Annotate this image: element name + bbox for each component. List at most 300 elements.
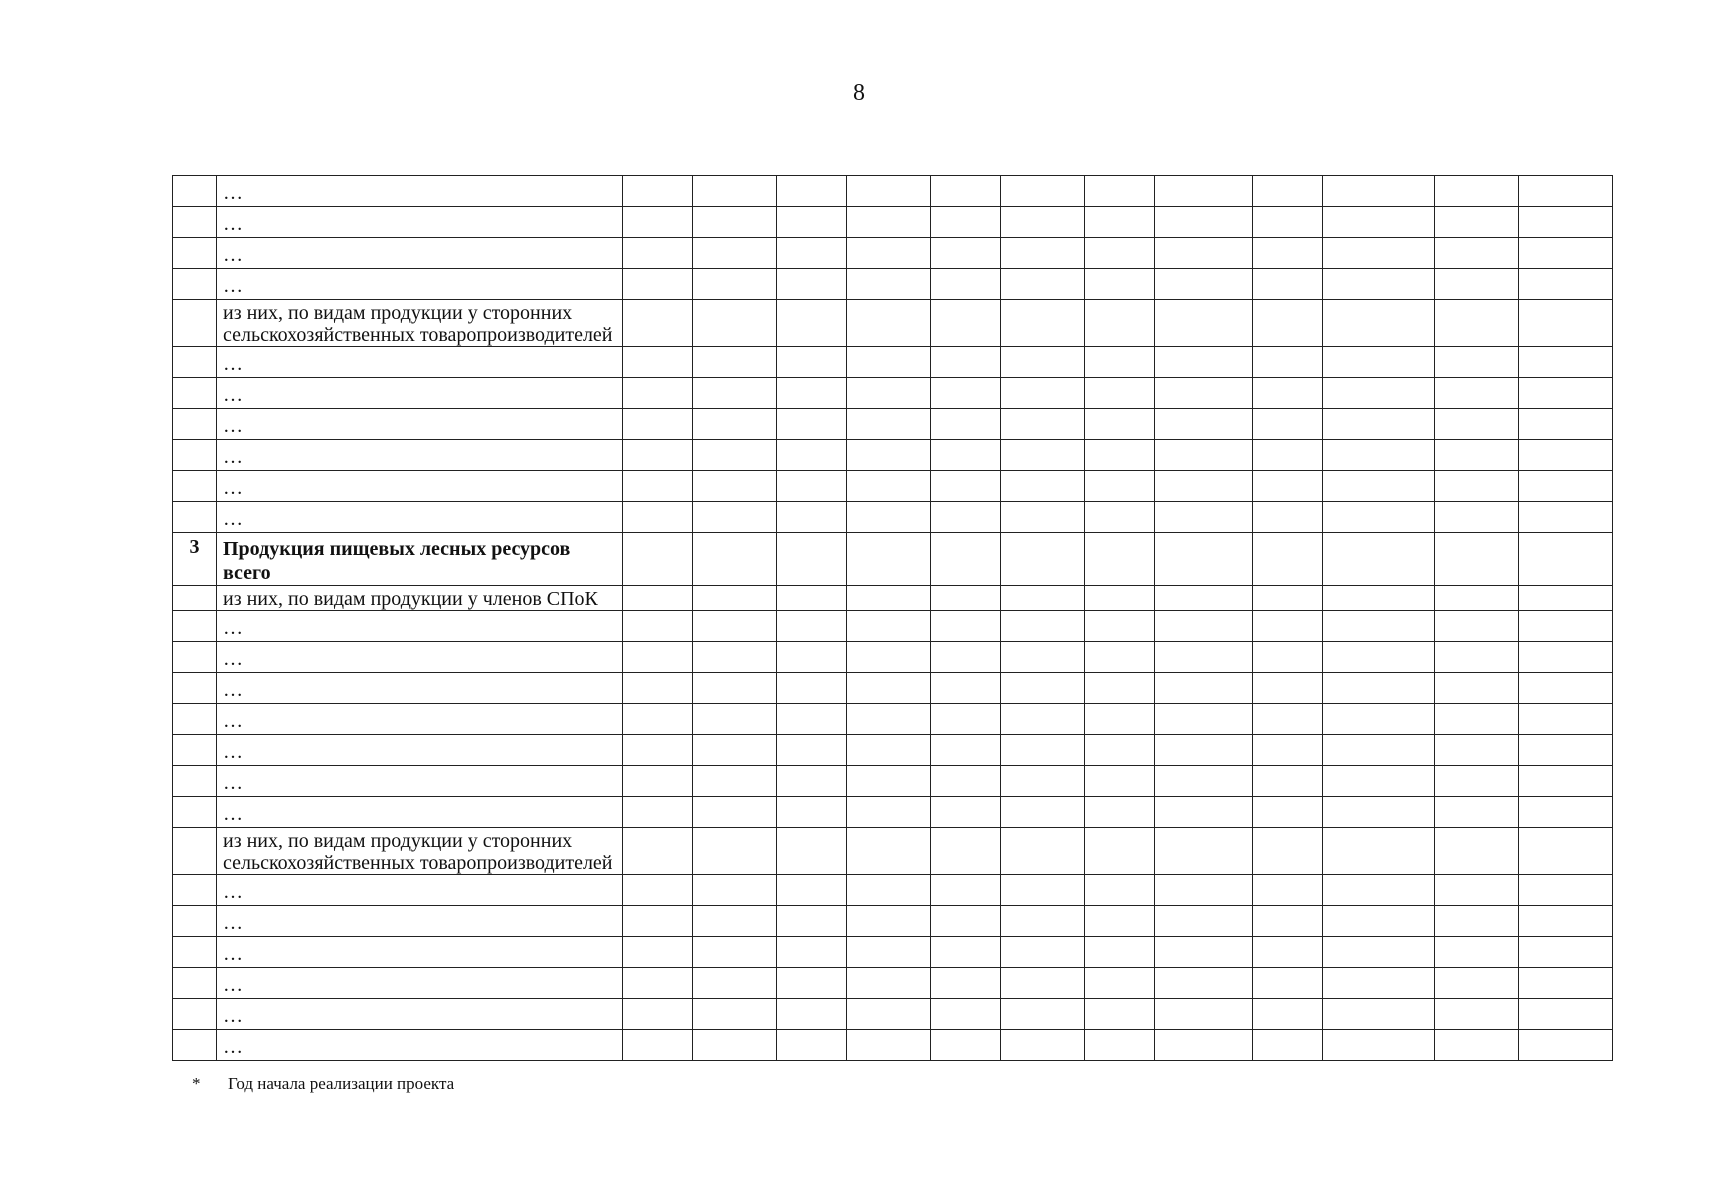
row-number-cell — [173, 735, 217, 766]
table-cell-empty — [1519, 999, 1613, 1030]
table-cell-empty — [1435, 937, 1519, 968]
row-number-cell — [173, 471, 217, 502]
table-cell-empty — [1519, 471, 1613, 502]
table-cell-empty — [1323, 300, 1435, 347]
table-cell-empty — [931, 378, 1001, 409]
table-cell-empty — [1001, 875, 1085, 906]
table-cell-empty — [1001, 502, 1085, 533]
table-cell-empty — [1001, 238, 1085, 269]
table-cell-empty — [1253, 409, 1323, 440]
table-cell-empty — [693, 440, 777, 471]
table-cell-empty — [1435, 533, 1519, 586]
table-cell-empty — [1085, 176, 1155, 207]
table-cell-empty — [847, 409, 931, 440]
table-cell-empty — [1323, 735, 1435, 766]
table-cell-empty — [1253, 586, 1323, 611]
table-cell-empty — [1001, 471, 1085, 502]
table-cell-empty — [931, 471, 1001, 502]
table-cell-empty — [777, 937, 847, 968]
table-cell-empty — [847, 586, 931, 611]
data-table-container — [172, 175, 1613, 1061]
table-cell-empty — [1155, 968, 1253, 999]
row-label-cell: … — [217, 347, 623, 378]
table-cell-empty — [1253, 735, 1323, 766]
table-cell-empty — [1435, 300, 1519, 347]
table-cell-empty — [847, 1030, 931, 1061]
table-cell-empty — [1001, 533, 1085, 586]
table-cell-empty — [1001, 176, 1085, 207]
row-label-cell: … — [217, 906, 623, 937]
table-cell-empty — [1519, 704, 1613, 735]
table-cell-empty — [777, 797, 847, 828]
table-cell-empty — [1001, 378, 1085, 409]
table-cell-empty — [1519, 611, 1613, 642]
table-cell-empty — [1435, 766, 1519, 797]
table-cell-empty — [623, 347, 693, 378]
footnote-text: Год начала реализации проекта — [228, 1074, 455, 1093]
footnote — [192, 1074, 454, 1094]
row-number-cell — [173, 207, 217, 238]
table-cell-empty — [931, 502, 1001, 533]
table-cell-empty — [1155, 766, 1253, 797]
table-cell-empty — [1001, 673, 1085, 704]
table-cell-empty — [777, 269, 847, 300]
row-label-cell: … — [217, 766, 623, 797]
table-cell-empty — [777, 828, 847, 875]
table-cell-empty — [623, 642, 693, 673]
table-cell-empty — [1001, 735, 1085, 766]
table-cell-empty — [623, 937, 693, 968]
row-label-cell: … — [217, 471, 623, 502]
table-cell-empty — [777, 1030, 847, 1061]
row-number-cell — [173, 502, 217, 533]
table-cell-empty — [1435, 440, 1519, 471]
table-cell-empty — [1085, 238, 1155, 269]
table-cell-empty — [1253, 300, 1323, 347]
table-cell-empty — [847, 378, 931, 409]
table-cell-empty — [693, 937, 777, 968]
table-cell-empty — [777, 586, 847, 611]
table-cell-empty — [1155, 999, 1253, 1030]
table-row — [173, 735, 1613, 766]
table-cell-empty — [1519, 502, 1613, 533]
table-row — [173, 471, 1613, 502]
table-cell-empty — [1155, 502, 1253, 533]
table-cell-empty — [1155, 1030, 1253, 1061]
table-cell-empty — [931, 735, 1001, 766]
table-cell-empty — [1435, 176, 1519, 207]
table-cell-empty — [623, 238, 693, 269]
table-cell-empty — [1519, 207, 1613, 238]
table-cell-empty — [847, 999, 931, 1030]
table-cell-empty — [1435, 586, 1519, 611]
table-cell-empty — [1155, 409, 1253, 440]
table-cell-empty — [1085, 586, 1155, 611]
table-cell-empty — [623, 586, 693, 611]
table-cell-empty — [847, 642, 931, 673]
table-cell-empty — [1253, 471, 1323, 502]
table-cell-empty — [693, 471, 777, 502]
table-cell-empty — [1155, 347, 1253, 378]
table-cell-empty — [931, 797, 1001, 828]
table-cell-empty — [847, 937, 931, 968]
table-cell-empty — [1323, 269, 1435, 300]
table-cell-empty — [777, 611, 847, 642]
table-cell-empty — [847, 471, 931, 502]
table-row — [173, 300, 1613, 347]
table-row — [173, 875, 1613, 906]
row-label-cell: … — [217, 673, 623, 704]
table-cell-empty — [693, 409, 777, 440]
row-number-cell — [173, 1030, 217, 1061]
row-number-cell — [173, 378, 217, 409]
table-cell-empty — [931, 347, 1001, 378]
table-cell-empty — [777, 735, 847, 766]
table-cell-empty — [847, 828, 931, 875]
table-cell-empty — [693, 673, 777, 704]
table-cell-empty — [1435, 611, 1519, 642]
table-cell-empty — [1435, 704, 1519, 735]
table-cell-empty — [1155, 269, 1253, 300]
table-row — [173, 409, 1613, 440]
table-cell-empty — [1519, 533, 1613, 586]
row-label-cell: … — [217, 968, 623, 999]
row-number-cell — [173, 766, 217, 797]
table-cell-empty — [847, 207, 931, 238]
table-cell-empty — [1155, 471, 1253, 502]
row-label-cell: … — [217, 409, 623, 440]
table-row — [173, 999, 1613, 1030]
table-cell-empty — [1323, 642, 1435, 673]
table-cell-empty — [1323, 673, 1435, 704]
table-cell-empty — [931, 673, 1001, 704]
row-label-cell: … — [217, 1030, 623, 1061]
table-cell-empty — [1253, 875, 1323, 906]
table-cell-empty — [1001, 704, 1085, 735]
table-cell-empty — [1435, 673, 1519, 704]
row-number-cell — [173, 586, 217, 611]
table-cell-empty — [693, 378, 777, 409]
table-cell-empty — [1519, 409, 1613, 440]
table-cell-empty — [1155, 875, 1253, 906]
table-cell-empty — [1085, 906, 1155, 937]
table-cell-empty — [1155, 238, 1253, 269]
table-cell-empty — [1001, 409, 1085, 440]
table-cell-empty — [1519, 937, 1613, 968]
table-cell-empty — [1519, 347, 1613, 378]
row-label-cell: … — [217, 269, 623, 300]
table-cell-empty — [931, 176, 1001, 207]
table-cell-empty — [1155, 735, 1253, 766]
table-row — [173, 611, 1613, 642]
table-cell-empty — [777, 875, 847, 906]
table-row — [173, 502, 1613, 533]
table-cell-empty — [777, 642, 847, 673]
table-row — [173, 347, 1613, 378]
table-cell-empty — [1155, 440, 1253, 471]
table-cell-empty — [693, 797, 777, 828]
table-cell-empty — [1435, 378, 1519, 409]
row-label-cell: … — [217, 238, 623, 269]
table-cell-empty — [693, 176, 777, 207]
table-cell-empty — [623, 766, 693, 797]
table-cell-empty — [1435, 642, 1519, 673]
table-cell-empty — [1155, 533, 1253, 586]
table-cell-empty — [1253, 704, 1323, 735]
table-cell-empty — [1085, 611, 1155, 642]
table-cell-empty — [931, 875, 1001, 906]
row-number-cell — [173, 238, 217, 269]
row-number-cell — [173, 409, 217, 440]
table-cell-empty — [1253, 968, 1323, 999]
table-cell-empty — [1435, 269, 1519, 300]
table-cell-empty — [1085, 642, 1155, 673]
table-row — [173, 797, 1613, 828]
table-cell-empty — [623, 409, 693, 440]
table-cell-empty — [1519, 968, 1613, 999]
table-cell-empty — [1001, 828, 1085, 875]
table-cell-empty — [1519, 673, 1613, 704]
table-cell-empty — [1519, 176, 1613, 207]
table-cell-empty — [1001, 797, 1085, 828]
table-cell-empty — [1085, 735, 1155, 766]
table-cell-empty — [777, 238, 847, 269]
table-row — [173, 1030, 1613, 1061]
table-cell-empty — [1519, 797, 1613, 828]
table-cell-empty — [1001, 766, 1085, 797]
table-cell-empty — [777, 968, 847, 999]
table-cell-empty — [1323, 766, 1435, 797]
table-cell-empty — [847, 347, 931, 378]
table-cell-empty — [847, 875, 931, 906]
table-cell-empty — [1001, 937, 1085, 968]
table-cell-empty — [693, 238, 777, 269]
table-cell-empty — [1519, 378, 1613, 409]
table-row — [173, 176, 1613, 207]
table-cell-empty — [1001, 999, 1085, 1030]
table-cell-empty — [1085, 409, 1155, 440]
table-cell-empty — [1001, 906, 1085, 937]
table-cell-empty — [623, 875, 693, 906]
table-cell-empty — [623, 471, 693, 502]
row-number-cell — [173, 906, 217, 937]
table-cell-empty — [1085, 968, 1155, 999]
table-cell-empty — [1085, 378, 1155, 409]
table-cell-empty — [693, 533, 777, 586]
table-cell-empty — [1253, 797, 1323, 828]
table-cell-empty — [1155, 828, 1253, 875]
table-cell-empty — [623, 502, 693, 533]
table-cell-empty — [1435, 238, 1519, 269]
table-cell-empty — [847, 766, 931, 797]
table-cell-empty — [777, 704, 847, 735]
row-label-cell: … — [217, 502, 623, 533]
table-cell-empty — [1435, 968, 1519, 999]
table-cell-empty — [623, 968, 693, 999]
row-number-cell — [173, 611, 217, 642]
table-cell-empty — [777, 409, 847, 440]
row-number-cell — [173, 968, 217, 999]
table-cell-empty — [1323, 968, 1435, 999]
table-cell-empty — [847, 797, 931, 828]
table-row — [173, 704, 1613, 735]
table-cell-empty — [1323, 611, 1435, 642]
table-cell-empty — [623, 673, 693, 704]
table-cell-empty — [847, 906, 931, 937]
table-cell-empty — [1085, 766, 1155, 797]
table-cell-empty — [931, 999, 1001, 1030]
table-cell-empty — [1085, 828, 1155, 875]
table-cell-empty — [847, 611, 931, 642]
table-cell-empty — [693, 300, 777, 347]
table-cell-empty — [1323, 176, 1435, 207]
table-cell-empty — [623, 440, 693, 471]
row-number-cell — [173, 673, 217, 704]
table-cell-empty — [931, 586, 1001, 611]
table-cell-empty — [1435, 1030, 1519, 1061]
table-cell-empty — [623, 735, 693, 766]
table-cell-empty — [1001, 300, 1085, 347]
table-cell-empty — [777, 207, 847, 238]
table-cell-empty — [623, 533, 693, 586]
table-cell-empty — [847, 533, 931, 586]
table-cell-empty — [623, 300, 693, 347]
table-cell-empty — [1253, 502, 1323, 533]
table-cell-empty — [1519, 238, 1613, 269]
table-cell-empty — [1435, 207, 1519, 238]
table-cell-empty — [693, 704, 777, 735]
row-number-cell — [173, 347, 217, 378]
table-cell-empty — [931, 300, 1001, 347]
table-cell-empty — [931, 968, 1001, 999]
table-cell-empty — [1519, 766, 1613, 797]
table-cell-empty — [1253, 999, 1323, 1030]
table-cell-empty — [931, 937, 1001, 968]
row-label-cell: Продукция пищевых лесных ресурсов всего — [217, 533, 623, 586]
table-cell-empty — [1519, 828, 1613, 875]
table-cell-empty — [1085, 673, 1155, 704]
table-cell-empty — [693, 999, 777, 1030]
page-number: 8 — [853, 80, 865, 106]
row-label-cell: … — [217, 875, 623, 906]
table-cell-empty — [1001, 968, 1085, 999]
table-cell-empty — [693, 735, 777, 766]
table-cell-empty — [1435, 502, 1519, 533]
table-cell-empty — [847, 269, 931, 300]
table-cell-empty — [777, 471, 847, 502]
table-cell-empty — [693, 642, 777, 673]
table-cell-empty — [931, 704, 1001, 735]
table-cell-empty — [1323, 828, 1435, 875]
table-cell-empty — [1519, 300, 1613, 347]
table-cell-empty — [693, 875, 777, 906]
table-cell-empty — [1323, 937, 1435, 968]
table-row — [173, 586, 1613, 611]
table-cell-empty — [1323, 533, 1435, 586]
table-cell-empty — [777, 502, 847, 533]
table-cell-empty — [623, 828, 693, 875]
table-cell-empty — [1435, 875, 1519, 906]
table-cell-empty — [1323, 704, 1435, 735]
table-row — [173, 238, 1613, 269]
table-cell-empty — [777, 378, 847, 409]
table-row — [173, 766, 1613, 797]
table-cell-empty — [1155, 906, 1253, 937]
table-cell-empty — [1085, 875, 1155, 906]
table-cell-empty — [931, 766, 1001, 797]
table-cell-empty — [693, 766, 777, 797]
table-row — [173, 378, 1613, 409]
table-cell-empty — [1085, 704, 1155, 735]
row-number-cell — [173, 937, 217, 968]
table-cell-empty — [1001, 611, 1085, 642]
table-cell-empty — [1253, 1030, 1323, 1061]
table-cell-empty — [847, 673, 931, 704]
table-body — [173, 176, 1613, 1061]
table-cell-empty — [1085, 471, 1155, 502]
table-cell-empty — [1001, 586, 1085, 611]
table-row — [173, 968, 1613, 999]
table-cell-empty — [1155, 176, 1253, 207]
table-row — [173, 207, 1613, 238]
table-cell-empty — [1085, 797, 1155, 828]
table-cell-empty — [1323, 378, 1435, 409]
table-cell-empty — [623, 999, 693, 1030]
table-cell-empty — [931, 238, 1001, 269]
row-number-cell — [173, 440, 217, 471]
table-cell-empty — [1323, 797, 1435, 828]
table-cell-empty — [1155, 797, 1253, 828]
table-row — [173, 440, 1613, 471]
table-cell-empty — [1155, 673, 1253, 704]
table-cell-empty — [1323, 999, 1435, 1030]
table-cell-empty — [1253, 176, 1323, 207]
table-cell-empty — [693, 269, 777, 300]
table-cell-empty — [1323, 207, 1435, 238]
table-cell-empty — [777, 440, 847, 471]
table-cell-empty — [1519, 269, 1613, 300]
table-cell-empty — [847, 704, 931, 735]
table-cell-empty — [1519, 906, 1613, 937]
table-cell-empty — [1155, 207, 1253, 238]
table-cell-empty — [1435, 828, 1519, 875]
table-cell-empty — [693, 586, 777, 611]
table-cell-empty — [693, 207, 777, 238]
table-cell-empty — [1323, 409, 1435, 440]
table-cell-empty — [1001, 642, 1085, 673]
table-cell-empty — [1155, 704, 1253, 735]
table-cell-empty — [1155, 611, 1253, 642]
table-cell-empty — [1085, 937, 1155, 968]
table-cell-empty — [1085, 502, 1155, 533]
row-label-cell: … — [217, 176, 623, 207]
row-number-cell — [173, 797, 217, 828]
table-cell-empty — [1155, 642, 1253, 673]
table-cell-empty — [623, 797, 693, 828]
row-label-cell: из них, по видам продукции у сторонних сельскохозяйственных товаропроизводителей — [217, 828, 623, 875]
table-cell-empty — [1001, 440, 1085, 471]
row-label-cell: из них, по видам продукции у членов СПоК — [217, 586, 623, 611]
table-cell-empty — [693, 828, 777, 875]
row-label-cell: … — [217, 704, 623, 735]
table-cell-empty — [1435, 906, 1519, 937]
table-cell-empty — [777, 176, 847, 207]
table-cell-empty — [623, 176, 693, 207]
table-cell-empty — [623, 378, 693, 409]
table-cell-empty — [1323, 1030, 1435, 1061]
table-cell-empty — [777, 533, 847, 586]
table-cell-empty — [623, 906, 693, 937]
